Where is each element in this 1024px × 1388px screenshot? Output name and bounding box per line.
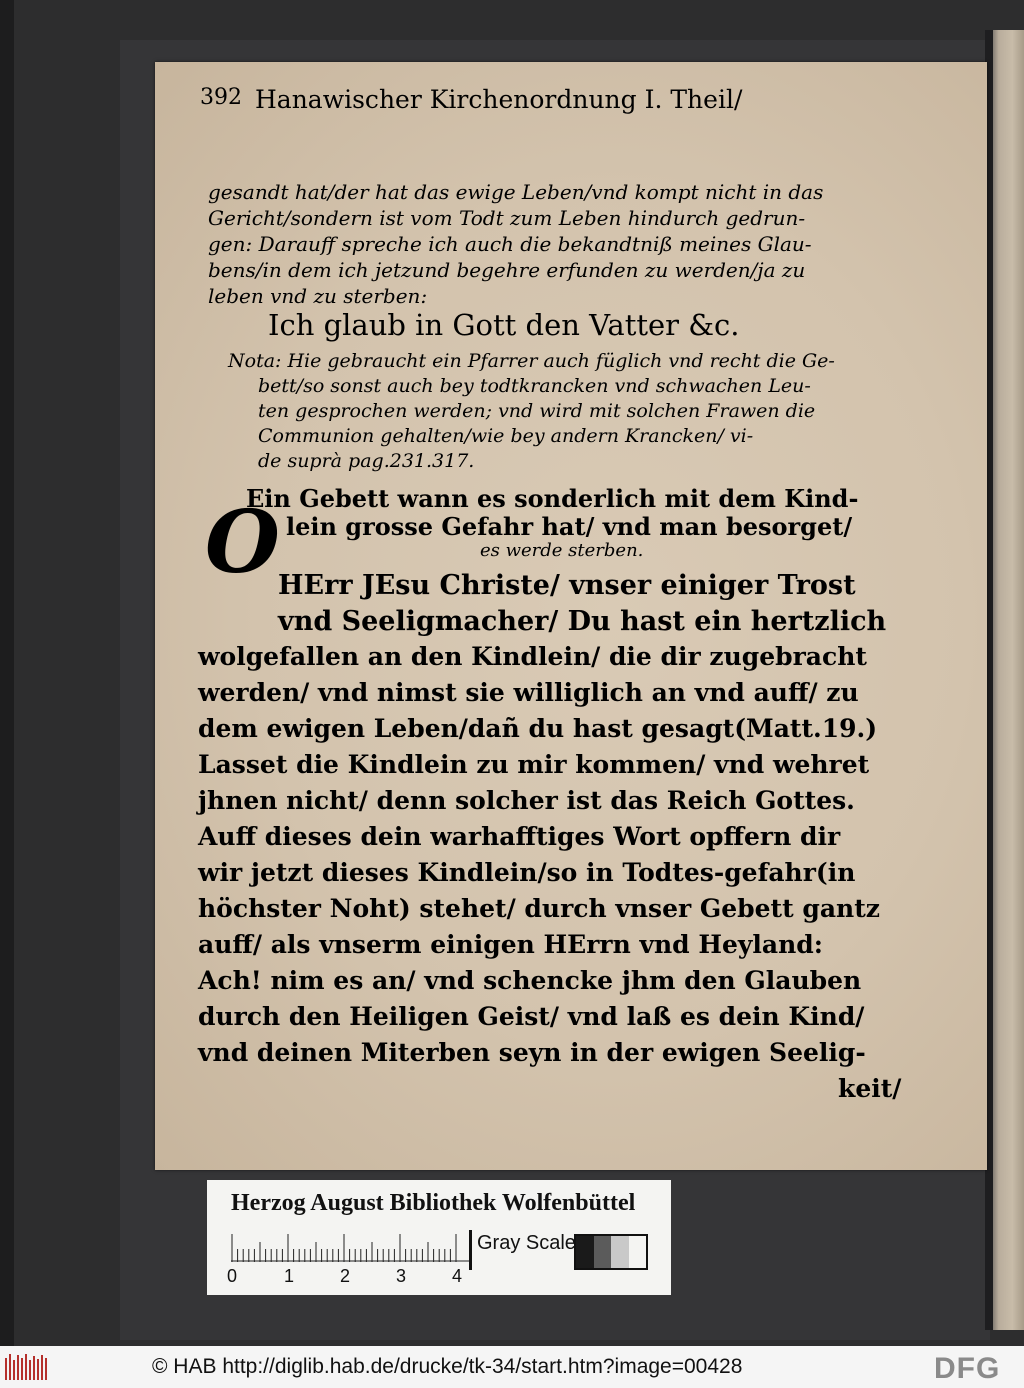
nota-line: bett/so sonst auch bey todtkrancken vnd schwachen Leu- (258, 375, 811, 397)
gray-swatch (629, 1236, 647, 1268)
gray-scale-swatches (574, 1234, 648, 1270)
ruler-number: 2 (340, 1266, 351, 1286)
body-line: werden/ vnd nimst sie williglich an vnd auff/ zu (198, 678, 859, 707)
nota-line: Nota: Hie gebraucht ein Pfarrer auch füglich vnd recht die Ge- (228, 350, 835, 372)
ruler-number: 0 (227, 1266, 238, 1286)
running-head: Hanawischer Kirchenordnung I. Theil/ (255, 85, 743, 114)
copyright-url[interactable]: © HAB http://diglib.hab.de/drucke/tk-34/start.htm?image=00428 (152, 1355, 743, 1378)
gray-swatch (594, 1236, 612, 1268)
ruler-number: 4 (452, 1266, 463, 1286)
creed-line: Ich glaub in Gott den Vatter &c. (268, 308, 740, 342)
body-line: durch den Heiligen Geist/ vnd laß es dein Kind/ (198, 1002, 865, 1031)
body-line: Ach! nim es an/ vnd schencke jhm den Glauben (198, 966, 862, 995)
intro-line: bens/in dem ich jetzund begehre erfunden zu werden/ja zu (208, 258, 806, 282)
hab-barcode-logo-icon[interactable] (4, 1352, 48, 1382)
prayer-heading: lein grosse Gefahr hat/ vnd man besorget/ (286, 512, 853, 541)
library-scale-label (207, 1180, 671, 1295)
body-line: Lasset die Kindlein zu mir kommen/ vnd wehret (198, 750, 870, 779)
intro-line: leben vnd zu sterben: (208, 284, 428, 308)
intro-line: Gericht/sondern ist vom Todt zum Leben hindurch gedrun- (208, 206, 806, 230)
body-line: HErr JEsu Christe/ vnser einiger Trost (278, 570, 856, 601)
ruler-end-mark (469, 1230, 472, 1270)
scan-left-edge (0, 0, 14, 1346)
body-line: dem ewigen Leben/dañ du hast gesagt(Matt.19.) (198, 714, 878, 743)
intro-line: gesandt hat/der hat das ewige Leben/vnd kompt nicht in das (208, 180, 824, 204)
library-name: Herzog August Bibliothek Wolfenbüttel (231, 1190, 636, 1216)
nota-line: Communion gehalten/wie bey andern Krancken/ vi- (258, 425, 754, 447)
gray-scale-label: Gray Scale (477, 1232, 576, 1254)
footer-bar (0, 1346, 1024, 1388)
body-line: wir jetzt dieses Kindlein/so in Todtes-gefahr(in (198, 858, 856, 887)
ruler-number: 3 (396, 1266, 407, 1286)
gray-swatch (576, 1236, 594, 1268)
body-line: Auff dieses dein warhafftiges Wort opffern dir (198, 822, 841, 851)
drop-cap-initial: O (205, 492, 280, 593)
ruler-number: 1 (284, 1266, 295, 1286)
nota-line: ten gesprochen werden; vnd wird mit solchen Frawen die (258, 400, 816, 422)
body-line: vnd deinen Miterben seyn in der ewigen Seelig- (198, 1038, 866, 1067)
body-line: vnd Seeligmacher/ Du hast ein hertzlich (278, 606, 887, 637)
prayer-heading: Ein Gebett wann es sonderlich mit dem Kind- (246, 484, 859, 513)
body-line: höchster Noht) stehet/ durch vnser Gebett gantz (198, 894, 880, 923)
body-line: auff/ als vnserm einigen HErrn vnd Heyland: (198, 930, 823, 959)
body-line: jhnen nicht/ denn solcher ist das Reich Gottes. (198, 786, 855, 815)
dfg-logo[interactable]: DFG (934, 1352, 1001, 1385)
body-line: wolgefallen an den Kindlein/ die dir zugebracht (198, 642, 867, 671)
gray-swatch (611, 1236, 629, 1268)
prayer-heading: es werde sterben. (480, 540, 644, 561)
nota-line: de suprà pag.231.317. (258, 450, 475, 472)
page-number: 392 (200, 85, 242, 110)
intro-line: gen: Darauff spreche ich auch die bekandtniß meines Glau- (208, 232, 812, 256)
ruler-scale (231, 1232, 471, 1262)
catchword: keit/ (838, 1074, 902, 1103)
